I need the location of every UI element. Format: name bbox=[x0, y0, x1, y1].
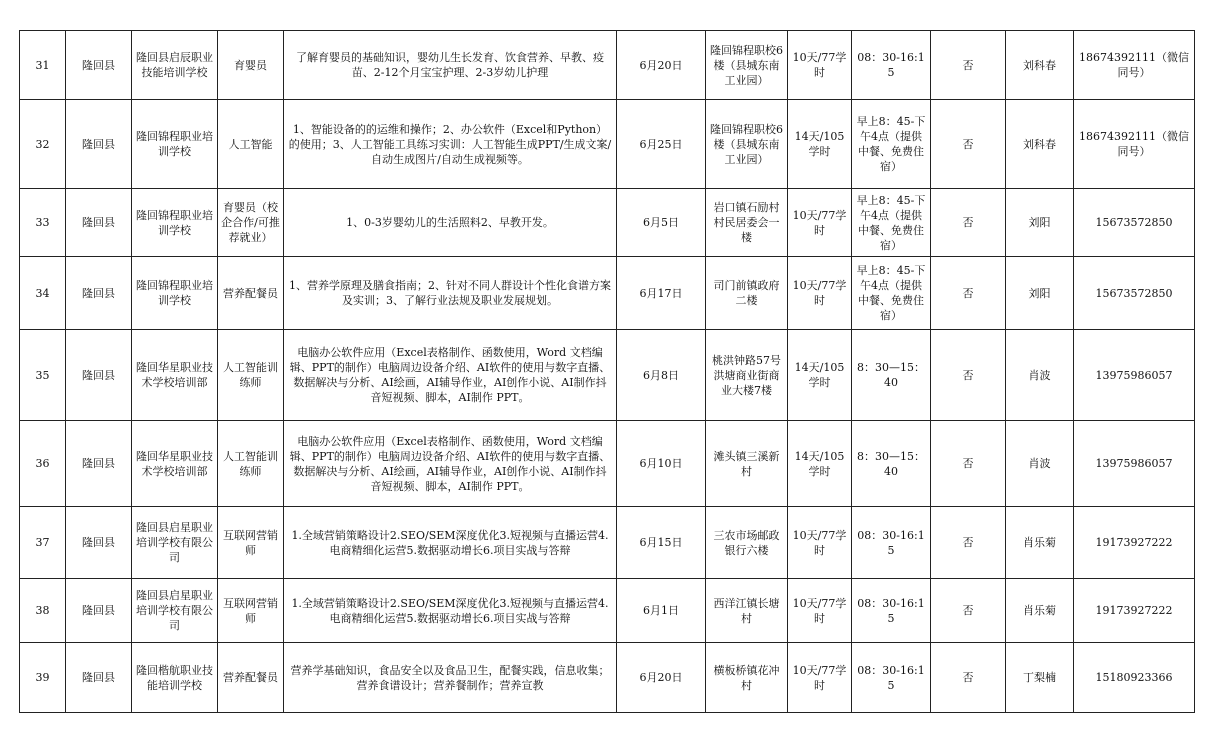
major-cell: 人工智能训练师 bbox=[218, 421, 284, 507]
class-time-cell: 8：30—15：40 bbox=[852, 421, 931, 507]
county-cell: 隆回县 bbox=[66, 330, 132, 421]
table-row bbox=[20, 257, 1195, 330]
major-cell: 营养配餐员 bbox=[218, 257, 284, 330]
address-cell: 三农市场邮政银行六楼 bbox=[706, 507, 788, 579]
course-content-cell: 1.全域营销策略设计2.SEO/SEM深度优化3.短视频与直播运营4.电商精细化运营5.数据驱动增长6.项目实战与答辩 bbox=[284, 507, 617, 579]
major-cell: 人工智能 bbox=[218, 100, 284, 189]
duration-cell: 10天/77学时 bbox=[788, 257, 852, 330]
duration-cell: 10天/77学时 bbox=[788, 189, 852, 257]
row-number: 39 bbox=[20, 643, 66, 713]
row-number: 31 bbox=[20, 31, 66, 100]
county-cell: 隆回县 bbox=[66, 189, 132, 257]
class-time-cell: 08：30-16:15 bbox=[852, 31, 931, 100]
course-content-cell: 1、0-3岁婴幼儿的生活照料2、早教开发。 bbox=[284, 189, 617, 257]
major-cell: 育婴员 bbox=[218, 31, 284, 100]
address-cell: 横板桥镇花冲村 bbox=[706, 643, 788, 713]
class-time-cell: 8：30—15：40 bbox=[852, 330, 931, 421]
duration-cell: 10天/77学时 bbox=[788, 579, 852, 643]
class-time-cell: 08：30-16:15 bbox=[852, 507, 931, 579]
duration-cell: 10天/77学时 bbox=[788, 31, 852, 100]
course-content-cell: 1、智能设备的的运维和操作；2、办公软件（Excel和Python）的使用；3、人工智能工具练习实训：人工智能生成PPT/生成文案/自动生成图片/自动生成视频等。 bbox=[284, 100, 617, 189]
flag-cell: 否 bbox=[931, 31, 1006, 100]
row-number: 38 bbox=[20, 579, 66, 643]
row-number: 36 bbox=[20, 421, 66, 507]
school-cell: 隆回县启星职业培训学校有限公司 bbox=[132, 507, 218, 579]
county-cell: 隆回县 bbox=[66, 257, 132, 330]
county-cell: 隆回县 bbox=[66, 579, 132, 643]
address-cell: 西洋江镇长塘村 bbox=[706, 579, 788, 643]
duration-cell: 14天/105学时 bbox=[788, 421, 852, 507]
contact-person-cell: 肖乐菊 bbox=[1006, 507, 1074, 579]
contact-person-cell: 刘阳 bbox=[1006, 189, 1074, 257]
row-number: 33 bbox=[20, 189, 66, 257]
class-time-cell: 早上8：45-下午4点（提供中餐、免费住宿） bbox=[852, 189, 931, 257]
table-row bbox=[20, 421, 1195, 507]
address-cell: 司门前镇政府二楼 bbox=[706, 257, 788, 330]
start-date-cell: 6月17日 bbox=[617, 257, 706, 330]
duration-cell: 10天/77学时 bbox=[788, 507, 852, 579]
school-cell: 隆回县启星职业培训学校有限公司 bbox=[132, 579, 218, 643]
class-time-cell: 早上8：45-下午4点（提供中餐、免费住宿） bbox=[852, 100, 931, 189]
start-date-cell: 6月20日 bbox=[617, 643, 706, 713]
contact-person-cell: 刘科春 bbox=[1006, 100, 1074, 189]
address-cell: 隆回锦程职校6楼（县城东南工业园） bbox=[706, 100, 788, 189]
row-number: 35 bbox=[20, 330, 66, 421]
address-cell: 隆回锦程职校6楼（县城东南工业园） bbox=[706, 31, 788, 100]
phone-cell: 15673572850 bbox=[1074, 257, 1195, 330]
school-cell: 隆回锦程职业培训学校 bbox=[132, 100, 218, 189]
start-date-cell: 6月5日 bbox=[617, 189, 706, 257]
major-cell: 互联网营销师 bbox=[218, 579, 284, 643]
course-content-cell: 了解育婴员的基础知识，婴幼儿生长发育、饮食营养、早教、疫苗、2-12个月宝宝护理、2-3岁幼儿护理 bbox=[284, 31, 617, 100]
major-cell: 人工智能训练师 bbox=[218, 330, 284, 421]
table-row bbox=[20, 579, 1195, 643]
table-row bbox=[20, 507, 1195, 579]
row-number: 32 bbox=[20, 100, 66, 189]
contact-person-cell: 肖波 bbox=[1006, 330, 1074, 421]
county-cell: 隆回县 bbox=[66, 31, 132, 100]
duration-cell: 14天/105学时 bbox=[788, 330, 852, 421]
contact-person-cell: 刘科春 bbox=[1006, 31, 1074, 100]
address-cell: 桃洪钟路57号洪塘商业街商业大楼7楼 bbox=[706, 330, 788, 421]
contact-person-cell: 肖波 bbox=[1006, 421, 1074, 507]
class-time-cell: 08：30-16:15 bbox=[852, 643, 931, 713]
table-row bbox=[20, 643, 1195, 713]
phone-cell: 19173927222 bbox=[1074, 507, 1195, 579]
major-cell: 育婴员（校企合作/可推荐就业） bbox=[218, 189, 284, 257]
row-number: 34 bbox=[20, 257, 66, 330]
county-cell: 隆回县 bbox=[66, 421, 132, 507]
course-content-cell: 1、营养学原理及膳食指南；2、针对不同人群设计个性化食谱方案及实训；3、了解行业法规及职业发展规划。 bbox=[284, 257, 617, 330]
contact-person-cell: 刘阳 bbox=[1006, 257, 1074, 330]
phone-cell: 13975986057 bbox=[1074, 330, 1195, 421]
course-content-cell: 营养学基础知识，食品安全以及食品卫生，配餐实践，信息收集；营养食谱设计；营养餐制作；营养宣教 bbox=[284, 643, 617, 713]
major-cell: 营养配餐员 bbox=[218, 643, 284, 713]
phone-cell: 18674392111（微信同号） bbox=[1074, 31, 1195, 100]
address-cell: 岩口镇石励村村民居委会一楼 bbox=[706, 189, 788, 257]
start-date-cell: 6月25日 bbox=[617, 100, 706, 189]
school-cell: 隆回楷航职业技能培训学校 bbox=[132, 643, 218, 713]
class-time-cell: 早上8：45-下午4点（提供中餐、免费住宿） bbox=[852, 257, 931, 330]
address-cell: 滩头镇三溪新村 bbox=[706, 421, 788, 507]
flag-cell: 否 bbox=[931, 421, 1006, 507]
duration-cell: 10天/77学时 bbox=[788, 643, 852, 713]
start-date-cell: 6月1日 bbox=[617, 579, 706, 643]
county-cell: 隆回县 bbox=[66, 643, 132, 713]
school-cell: 隆回县启辰职业技能培训学校 bbox=[132, 31, 218, 100]
course-content-cell: 1.全域营销策略设计2.SEO/SEM深度优化3.短视频与直播运营4.电商精细化运营5.数据驱动增长6.项目实战与答辩 bbox=[284, 579, 617, 643]
course-content-cell: 电脑办公软件应用（Excel表格制作、函数使用，Word 文档编辑、PPT的制作）电脑周边设备介绍、AI软件的使用与数字直播、数据解决与分析、AI绘画，AI辅导作业，AI创作小说、AI制作抖音短视频、脚本，AI制作 PPT。 bbox=[284, 421, 617, 507]
flag-cell: 否 bbox=[931, 643, 1006, 713]
duration-cell: 14天/105学时 bbox=[788, 100, 852, 189]
table-row bbox=[20, 100, 1195, 189]
flag-cell: 否 bbox=[931, 100, 1006, 189]
table-row bbox=[20, 330, 1195, 421]
start-date-cell: 6月8日 bbox=[617, 330, 706, 421]
class-time-cell: 08：30-16:15 bbox=[852, 579, 931, 643]
school-cell: 隆回华星职业技术学校培训部 bbox=[132, 421, 218, 507]
table-body bbox=[20, 31, 1195, 713]
training-schedule-table bbox=[19, 30, 1195, 713]
start-date-cell: 6月10日 bbox=[617, 421, 706, 507]
table-row bbox=[20, 31, 1195, 100]
school-cell: 隆回锦程职业培训学校 bbox=[132, 189, 218, 257]
phone-cell: 13975986057 bbox=[1074, 421, 1195, 507]
phone-cell: 15673572850 bbox=[1074, 189, 1195, 257]
flag-cell: 否 bbox=[931, 507, 1006, 579]
contact-person-cell: 肖乐菊 bbox=[1006, 579, 1074, 643]
major-cell: 互联网营销师 bbox=[218, 507, 284, 579]
table-row bbox=[20, 189, 1195, 257]
start-date-cell: 6月15日 bbox=[617, 507, 706, 579]
school-cell: 隆回锦程职业培训学校 bbox=[132, 257, 218, 330]
row-number: 37 bbox=[20, 507, 66, 579]
school-cell: 隆回华星职业技术学校培训部 bbox=[132, 330, 218, 421]
phone-cell: 19173927222 bbox=[1074, 579, 1195, 643]
county-cell: 隆回县 bbox=[66, 507, 132, 579]
start-date-cell: 6月20日 bbox=[617, 31, 706, 100]
flag-cell: 否 bbox=[931, 579, 1006, 643]
phone-cell: 18674392111（微信同号） bbox=[1074, 100, 1195, 189]
flag-cell: 否 bbox=[931, 330, 1006, 421]
flag-cell: 否 bbox=[931, 257, 1006, 330]
phone-cell: 15180923366 bbox=[1074, 643, 1195, 713]
county-cell: 隆回县 bbox=[66, 100, 132, 189]
flag-cell: 否 bbox=[931, 189, 1006, 257]
course-content-cell: 电脑办公软件应用（Excel表格制作、函数使用，Word 文档编辑、PPT的制作）电脑周边设备介绍、AI软件的使用与数字直播、数据解决与分析、AI绘画，AI辅导作业，AI创作小说、AI制作抖音短视频、脚本，AI制作 PPT。 bbox=[284, 330, 617, 421]
contact-person-cell: 丁梨楠 bbox=[1006, 643, 1074, 713]
